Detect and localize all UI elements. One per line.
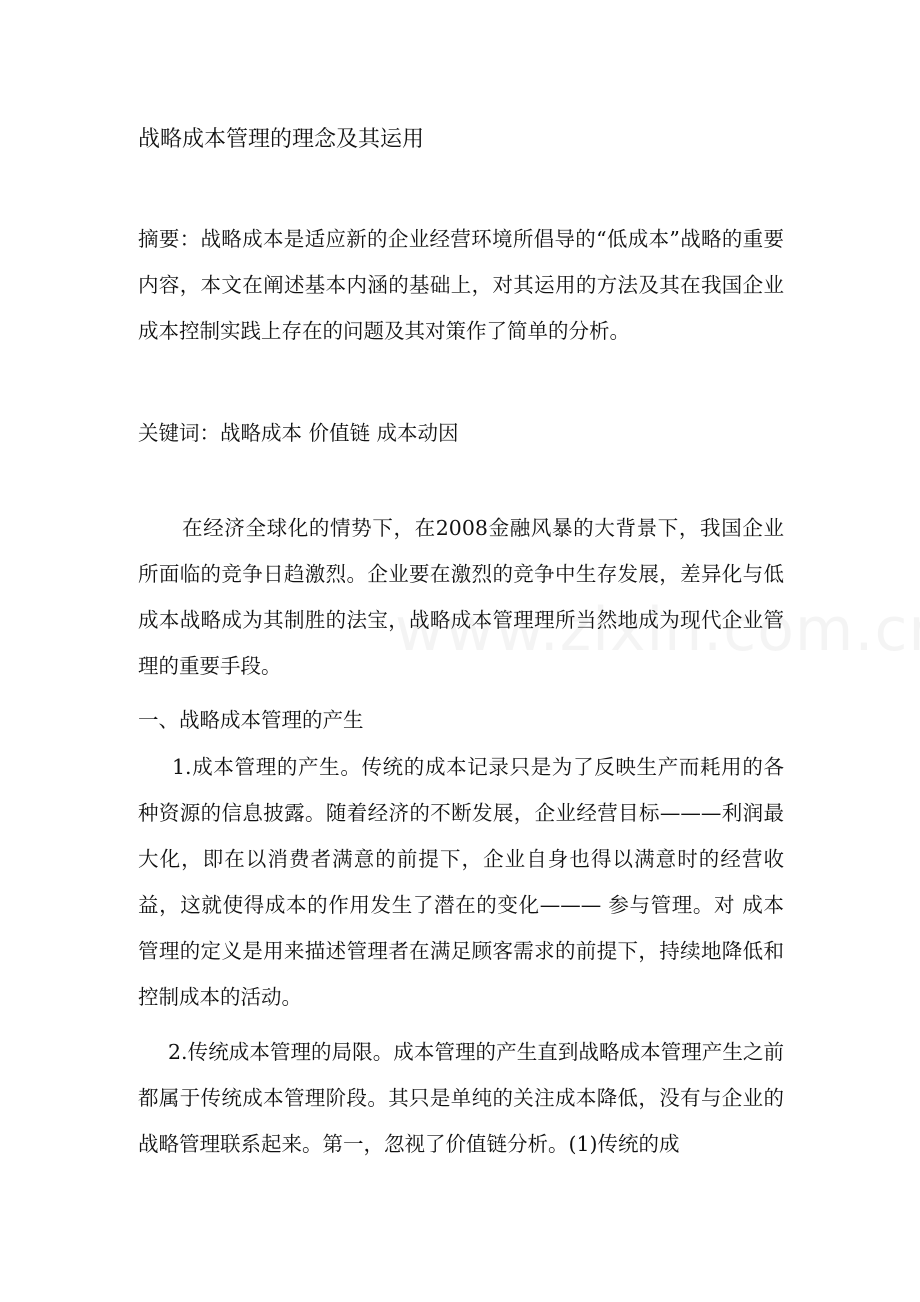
list-item-2: 2.传统成本管理的局限。成本管理的产生直到战略成本管理产生之前都属于传统成本管理阶段。其只是单纯的关注成本降低，没有与企业的战略管理联系起来。第一，忽视了价值链分析。(1)传统的成 bbox=[138, 1040, 784, 1156]
intro-paragraph: 在经济全球化的情势下，在2008金融风暴的大背景下，我国企业所面临的竞争日趋激烈。企业要在激烈的竞争中生存发展，差异化与低成本战略成为其制胜的法宝，战略成本管理理所当然地成为现代企业管理的重要手段。 bbox=[138, 516, 784, 678]
list-item-1: 1.成本管理的产生。传统的成本记录只是为了反映生产而耗用的各种资源的信息披露。随着经济的不断发展，企业经营目标———利润最大化，即在以消费者满意的前提下，企业自身也得以满意时的经营收益，这就使得成本的作用发生了潜在的变化——— 参与管理。对 成本管理的定义是用来描述管理者在满足顾客需求的前提下，持续地降低和控制成本的活动。 bbox=[138, 755, 784, 1009]
abstract-paragraph: 摘要：战略成本是适应新的企业经营环境所倡导的“低成本”战略的重要内容，本文在阐述基本内涵的基础上，对其运用的方法及其在我国企业成本控制实践上存在的问题及其对策作了简单的分析。 bbox=[138, 227, 784, 343]
section-heading: 一、战略成本管理的产生 bbox=[138, 708, 364, 732]
document-title: 战略成本管理的理念及其运用 bbox=[138, 127, 425, 152]
keywords-line: 关键词：战略成本 价值链 成本动因 bbox=[138, 421, 459, 445]
